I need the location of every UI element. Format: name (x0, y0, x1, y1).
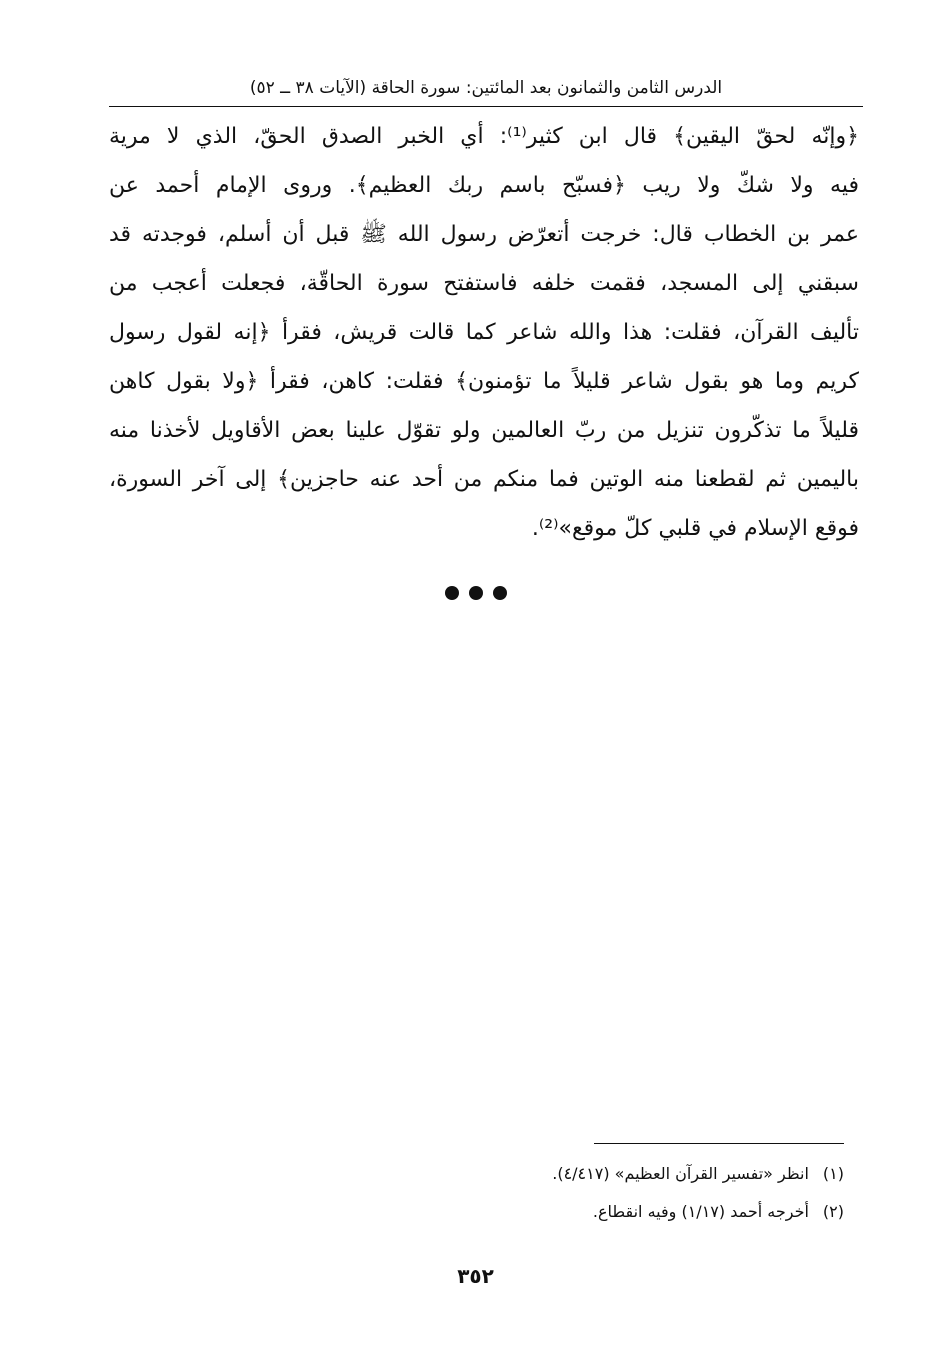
footnote-number: (١) (822, 1164, 844, 1183)
footnote-item (144, 1155, 844, 1193)
footnote-item (144, 1193, 844, 1231)
header-rule (109, 106, 863, 107)
separator-dot-icon (493, 586, 507, 600)
body-line: فيه ولا شكّ ولا ريب ﴿فسبّح باسم ربك العظيم﴾. وروى الإمام أحمد عن (109, 173, 859, 198)
running-header: الدرس الثامن والثمانون بعد المائتين: سورة الحاقة (الآيات ٣٨ ــ ٥٢) (249, 78, 723, 98)
footnote-text: انظر «تفسير القرآن العظيم» (٤/٤١٧). (552, 1164, 809, 1183)
body-line: سبقني إلى المسجد، فقمت خلفه فاستفتح سورة الحاقّة، فجعلت أعجب من (109, 271, 859, 296)
separator-dot-icon (445, 586, 459, 600)
body-line: باليمين ثم لقطعنا منه الوتين فما منكم من أحد عنه حاجزين﴾ إلى آخر السورة، (109, 467, 859, 492)
body-line: فوقع الإسلام في قلبي كلّ موقع»⁽²⁾. (531, 516, 859, 541)
body-line: قليلاً ما تذكّرون تنزيل من ربّ العالمين ولو تقوّل علينا بعض الأقاويل لأخذنا منه (109, 418, 859, 443)
footnote-rule (594, 1143, 844, 1144)
body-line: تأليف القرآن، فقلت: هذا والله شاعر كما قالت قريش، فقرأ ﴿إنه لقول رسول (109, 320, 859, 345)
page-number: ٣٥٢ (457, 1264, 494, 1288)
body-line: كريم وما هو بقول شاعر قليلاً ما تؤمنون﴾ فقلت: كاهن، فقرأ ﴿ولا بقول كاهن (109, 369, 859, 394)
section-separator (0, 585, 951, 604)
separator-dot-icon (469, 586, 483, 600)
body-text (109, 112, 859, 553)
footnote-number: (٢) (822, 1202, 844, 1221)
footnote-text: أخرجه أحمد (١/١٧) وفيه انقطاع. (592, 1202, 809, 1221)
body-line: ﴿وإنّه لحقّ اليقين﴾ قال ابن كثير⁽¹⁾: أي الخبر الصدق الحقّ، الذي لا مرية (109, 124, 859, 149)
body-line: عمر بن الخطاب قال: خرجت أتعرّض رسول الله ﷺ قبل أن أسلم، فوجدته قد (109, 222, 859, 247)
footnotes (144, 1155, 844, 1231)
